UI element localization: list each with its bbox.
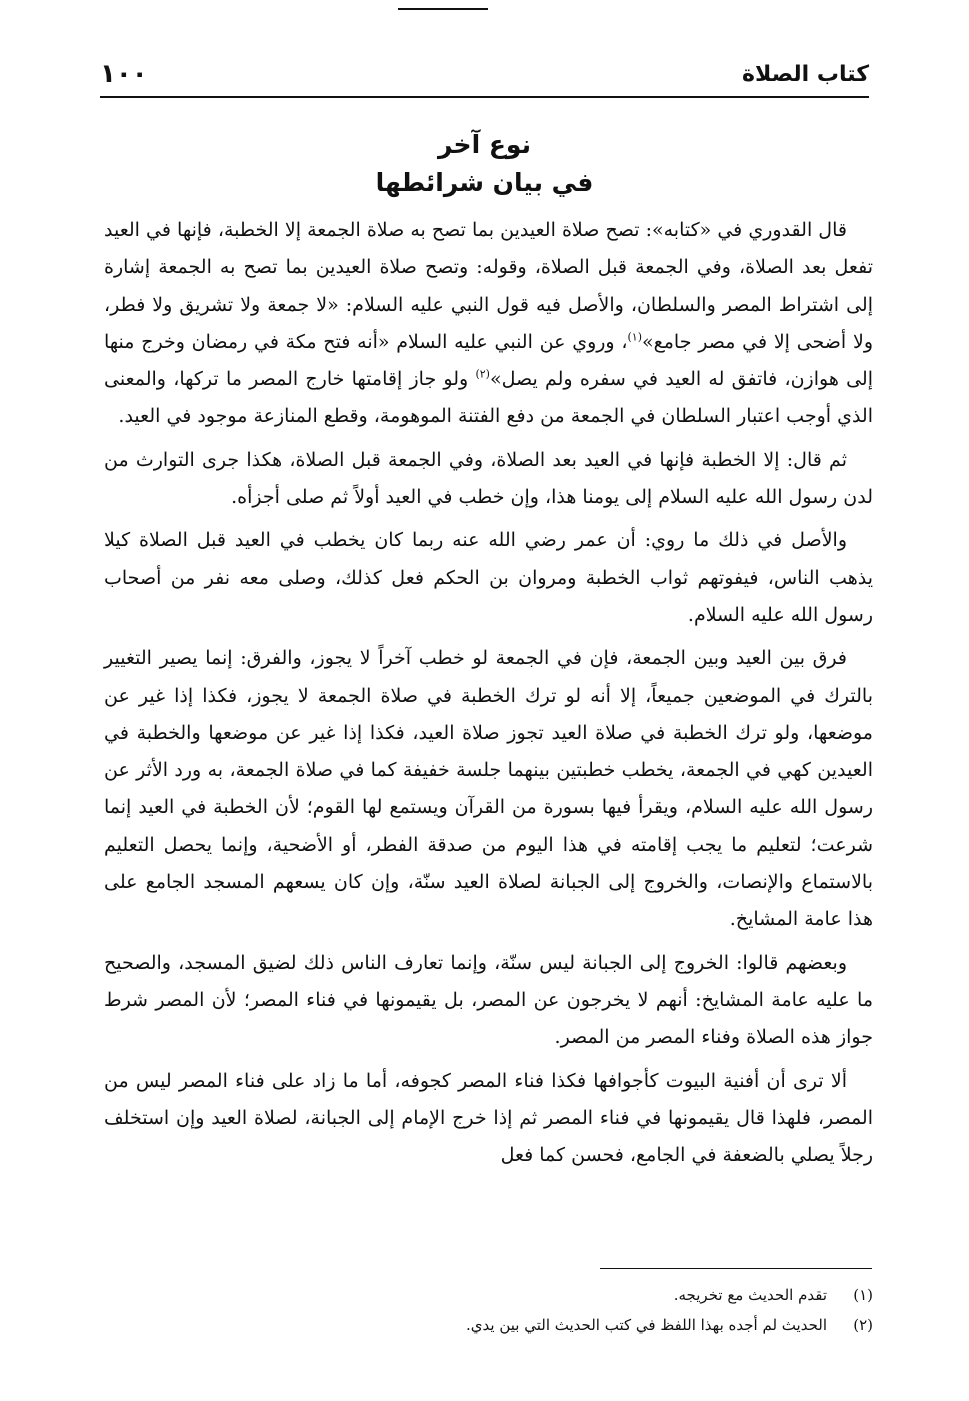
paragraph-text: ولو جاز إقامتها خارج المصر ما تركها، والمعنى الذي أوجب اعتبار السلطان في الجمعة من دفع الفتنة الموهومة، وقطع المنازعة موجود في العيد. bbox=[104, 368, 873, 428]
footnote-text: الحديث لم أجده بهذا اللفظ في كتب الحديث التي بين يدي. bbox=[466, 1316, 827, 1334]
paragraph-3: والأصل في ذلك ما روي: أن عمر رضي الله عنه ربما كان يخطب في العيد قبل الصلاة كيلا يذهب الناس، فيفوتهم ثواب الخطبة ومروان بن الحكم فعل كذلك، وصلى معه نفر من أصحاب رسول الله عليه السلام. bbox=[104, 529, 873, 626]
book-title: كتاب الصلاة bbox=[742, 61, 869, 87]
page-number: ١٠٠ bbox=[100, 59, 148, 89]
footnote-ref-2[interactable]: (٢) bbox=[475, 367, 490, 381]
section-title: نوع آخر bbox=[438, 130, 531, 159]
running-header bbox=[100, 58, 869, 98]
paragraph-4: فرق بين العيد وبين الجمعة، فإن في الجمعة لو خطب آخراً لا يجوز، والفرق: إنما يصير التغيير بالترك في الموضعين جميعاً، إلا أنه لو ترك الخطبة في صلاة الجمعة لا يجوز، فكذا إذا غير عن موضعها، ولو ترك الخطبة في صلاة العيد تجوز صلاة العيد، فكذا إذا غير عن موضعها والخطبة في العيدين كهي في الجمعة، يخطب خطبتين بينهما جلسة خفيفة كما في صلاة الجمعة، به ورد الأثر عن رسول الله عليه السلام، ويقرأ فيها بسورة من القرآن ويستمع لها القوم؛ لأن الخطبة في العيد إنما شرعت؛ لتعليم ما يجب إقامته في هذا اليوم من صدقة الفطر، أو الأضحية، وإنما يحصل التعليم بالاستماع والإنصات، والخروج إلى الجبانة لصلاة العيد سنّة، وإن كان يسعهم المسجد الجامع على هذا عامة المشايخ. bbox=[104, 647, 873, 931]
paragraph-2: ثم قال: إلا الخطبة فإنها في العيد بعد الصلاة، وفي الجمعة قبل الصلاة، هكذا جرى التوارث من لدن رسول الله عليه السلام إلى يومنا هذا، وإن خطب في العيد أولاً ثم صلى أجزأه. bbox=[104, 448, 873, 509]
paragraph-text: قال القدوري في «كتابه»: تصح صلاة العيدين بما تصح به صلاة الجمعة إلا الخطبة، فإنها في العيد تفعل بعد الصلاة، وفي الجمعة قبل الصلاة، وقوله: وتصح صلاة العيدين بما تصح به الجمعة إشارة إلى اشتراط المصر والسلطان، والأصل فيه قول النبي عليه السلام: «لا جمعة ولا تشريق ولا فطر، ولا أضحى إلا في مصر جامع» bbox=[104, 219, 873, 353]
paragraph-6: ألا ترى أن أفنية البيوت كأجوافها فكذا فناء المصر كجوفه، أما ما زاد على فناء المصر ليس من المصر، فلهذا قال يقيمونها في فناء المصر ثم إذا خرج الإمام إلى الجبانة، لصلاة العيد وإن استخلف رجلاً يصلي بالضعفة في الجامع، فحسن كما فعل bbox=[104, 1069, 873, 1167]
footnote-2 bbox=[104, 1310, 873, 1340]
top-rule bbox=[398, 8, 488, 10]
footnote-divider bbox=[600, 1268, 872, 1269]
paragraph-text: ، وروي عن النبي عليه السلام «أنه فتح مكة في رمضان وخرج منها إلى هوازن، فاتفق له العيد في سفره ولم يصل» bbox=[104, 330, 873, 391]
paragraph-1 bbox=[104, 212, 873, 436]
footnote-number: (١) bbox=[853, 1286, 873, 1304]
footnote-number: (٢) bbox=[853, 1316, 873, 1334]
body-text bbox=[104, 212, 873, 1180]
paragraph-5: وبعضهم قالوا: الخروج إلى الجبانة ليس سنّة، وإنما تعارف الناس ذلك لضيق المسجد، والصحيح ما عليه عامة المشايخ: أنهم لا يخرجون عن المصر، بل يقيمونها في فناء المصر؛ لأن المصر شرط جواز هذه الصلاة وفناء المصر من المصر. bbox=[104, 951, 873, 1049]
footnote-ref-1[interactable]: (١) bbox=[627, 330, 643, 344]
footnote-1 bbox=[104, 1280, 873, 1310]
footnotes bbox=[104, 1280, 873, 1340]
section-subtitle: في بيان شرائطها bbox=[375, 168, 594, 197]
footnote-text: تقدم الحديث مع تخريجه. bbox=[673, 1286, 827, 1304]
